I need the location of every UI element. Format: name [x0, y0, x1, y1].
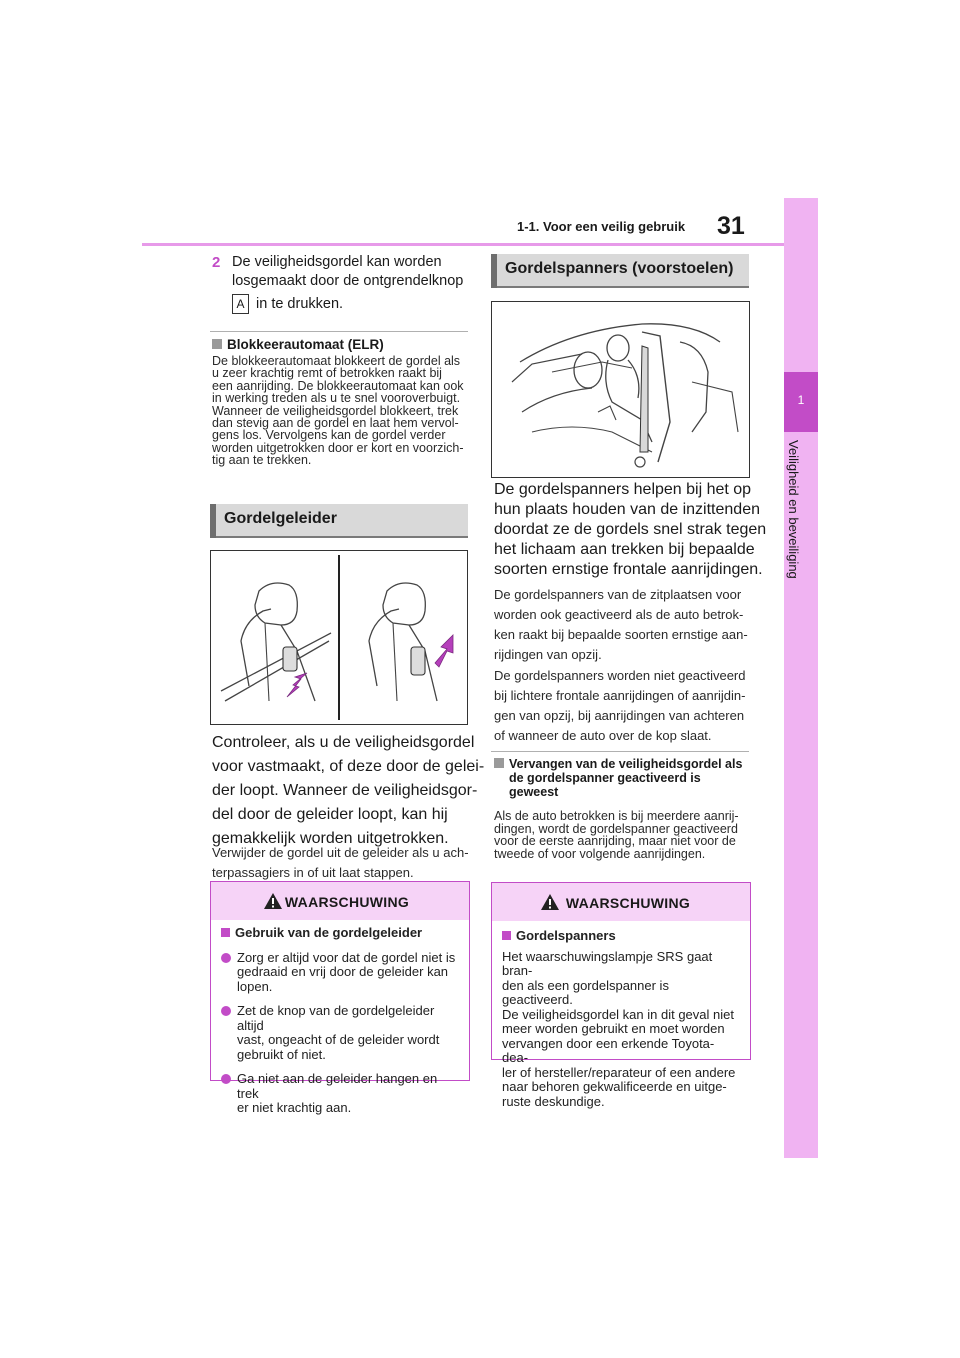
header-rule — [142, 243, 787, 246]
seatbelt-guide-drawing — [211, 551, 467, 724]
pretensioner-body: De gordelspanners helpen bij het op hun plaats houden van de inzittenden doordat ze de gordels snel strak tegen het lichaam aan trekken bij bepaalde soorten ernstige frontale aanrijdingen. — [494, 481, 767, 578]
step-number: 2 — [212, 254, 221, 271]
warning-subtitle: Gebruik van de gordelgeleider — [221, 926, 459, 941]
section-title: 1-1. Voor een veilig gebruik — [517, 219, 686, 234]
bullet-dot-icon — [221, 953, 231, 963]
guide-heading: Gordelgeleider — [210, 504, 468, 538]
warning-subtitle: Gordelspanners — [502, 929, 740, 944]
warning-box-pretensioner — [491, 882, 751, 1109]
pretensioner-illustration — [491, 301, 750, 478]
elr-text: De blokkeerautomaat blokkeert de gordel als u zeer krachtig remt of betrokken raakt bij een aanrijding. De blokkeerautomaat kan ook in werking treden als u te snel vooroverbuigt. Wanneer de veiligheidsgordel blokkeert, trek dan stevig aan de gordel en laat hem vervol- gens los. Vervolgens kan de gordel verder worden uitgetrokken door er kort en voorzich- tig aan te trekken. — [212, 354, 464, 468]
guide-illustration — [210, 550, 468, 725]
step-line-3: in te drukken. — [256, 296, 344, 312]
step-line-2: losgemaakt door de ontgrendelknop — [232, 273, 464, 289]
guide-body: Controleer, als u de veiligheidsgordel voor vastmaakt, of deze door de gelei- der loopt. Wanneer de veiligheidsgor- del door de geleider loopt, kan hij gemakkelijk worden uitgetrokken. — [212, 734, 485, 847]
divider-elr — [210, 331, 468, 332]
pretensioner-note-2: De gordelspanners worden niet geactiveerd bij lichtere frontale aanrijdingen of aanrijdin- gen van opzij, bij aanrijdingen van achteren of wanneer de auto over de kop slaat. — [494, 668, 746, 743]
square-marker-icon — [212, 339, 222, 349]
warning-bullet: Zorg er altijd voor dat de gordel niet is gedraaid en vrij door de geleider kan lopen. — [221, 951, 459, 995]
pretensioner-heading: Gordelspanners (voorstoelen) — [491, 254, 749, 288]
bullet-dot-icon — [221, 1074, 231, 1084]
side-tab-label: Veiligheid en beveiliging — [786, 440, 801, 579]
warning-body: Gordelspanners Het waarschuwingslampje SRS gaat bran- den als een gordelspanner is geactiveerd. De veiligheidsgordel kan in dit geval niet meer worden gebruikt en moet worden vervangen door een erkende Toyota-dea- ler of hersteller/reparateur of een andere naar behoren gekwalificeerde en uitge- ruste deskundige. — [492, 921, 750, 1115]
car-interior-drawing — [492, 302, 749, 477]
guide-note: Verwijder de gordel uit de geleider als u ach- terpassagiers in of uit laat stappen. — [212, 845, 469, 880]
divider-replace — [491, 751, 749, 752]
square-marker-icon — [502, 931, 511, 940]
side-tab-number: 1 — [797, 393, 805, 407]
square-marker-icon — [494, 758, 504, 768]
bullet-dot-icon — [221, 1006, 231, 1016]
side-tab — [784, 198, 818, 1158]
step-badge: A — [232, 294, 249, 314]
warning-header: WAARSCHUWING — [211, 882, 469, 920]
replace-title: Vervangen van de veiligheidsgordel als de gordelspanner geactiveerd is geweest — [494, 757, 742, 799]
replace-text: Als de auto betrokken is bij meerdere aanrij- dingen, wordt de gordelspanner geactiveerd voor de eerste aanrijding, maar niet voor de tweede of voor volgende aanrijdingen. — [494, 809, 739, 861]
page-number: 31 — [717, 212, 745, 240]
warning-header: WAARSCHUWING — [492, 883, 750, 921]
warning-box-guide — [210, 881, 470, 1115]
step-line-1: De veiligheidsgordel kan worden — [232, 254, 442, 270]
square-marker-icon — [221, 928, 230, 937]
warning-bullet: Ga niet aan de geleider hangen en trek er niet krachtig aan. — [221, 1072, 459, 1116]
warning-bullet: Zet de knop van de gordelgeleider altijd vast, ongeacht of de geleider wordt gebruikt of niet. — [221, 1004, 459, 1062]
warning-body — [211, 920, 469, 1122]
elr-title: Blokkeerautomaat (ELR) — [212, 337, 384, 352]
pretensioner-note-1: De gordelspanners van de zitplaatsen voor worden ook geactiveerd als de auto betrok- ken raakt bij bepaalde soorten ernstige aan- rijdingen van opzij. — [494, 587, 748, 662]
